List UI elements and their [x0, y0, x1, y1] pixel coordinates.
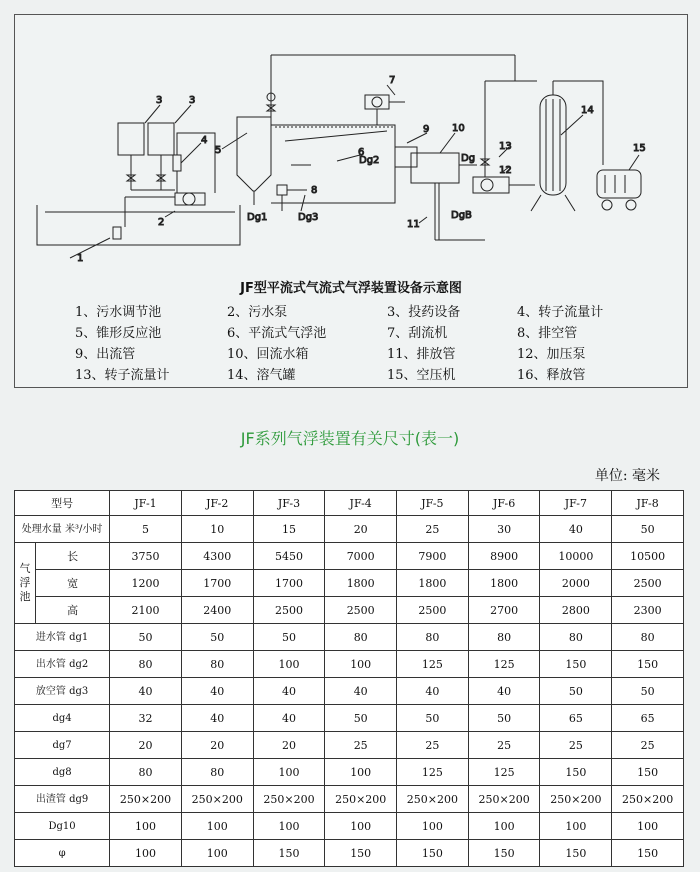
table-cell: 1800 [325, 570, 397, 597]
table-cell: 250×200 [612, 786, 684, 813]
table-row [15, 543, 684, 570]
table-cell: 125 [397, 759, 469, 786]
label-9: 9 [423, 124, 430, 135]
table-cell: 80 [110, 651, 182, 678]
table-cell: 50 [468, 705, 540, 732]
sewage-pump [125, 133, 215, 227]
table-cell: 40 [253, 678, 325, 705]
label-11: 11 [407, 219, 420, 230]
table-cell: 50 [540, 678, 612, 705]
table-cell: 100 [110, 813, 182, 840]
table-row [15, 705, 684, 732]
table-cell: 50 [612, 516, 684, 543]
row-label: dg8 [15, 759, 110, 786]
pressure-pump [473, 81, 537, 193]
table-cell: 40 [110, 678, 182, 705]
table-cell: 2500 [253, 597, 325, 624]
table-cell: 100 [325, 813, 397, 840]
row-label: 出渣管 dg9 [15, 786, 110, 813]
table-cell: 125 [468, 651, 540, 678]
table-cell: 150 [612, 759, 684, 786]
dimensions-table [14, 490, 684, 867]
legend-item: 16、释放管 [517, 368, 586, 383]
table-cell: 250×200 [110, 786, 182, 813]
table-cell: 2800 [540, 597, 612, 624]
table-cell: 100 [181, 813, 253, 840]
label-15: 15 [633, 143, 646, 154]
table-cell: 100 [540, 813, 612, 840]
label-2: 2 [158, 217, 165, 228]
table-cell: 20 [110, 732, 182, 759]
cone-reactor [222, 55, 275, 205]
table-cell: 100 [253, 813, 325, 840]
table-cell: 1700 [181, 570, 253, 597]
table-cell: 4300 [181, 543, 253, 570]
label-12: 12 [499, 165, 512, 176]
table-cell: 25 [397, 516, 469, 543]
table-cell: 125 [397, 651, 469, 678]
label-10: 10 [452, 123, 465, 134]
label-6: 6 [358, 147, 365, 158]
table-cell: 150 [540, 759, 612, 786]
table-cell: 25 [397, 732, 469, 759]
table-cell: 1200 [110, 570, 182, 597]
table-cell: 10 [181, 516, 253, 543]
table-cell: 250×200 [397, 786, 469, 813]
table-cell: 50 [325, 705, 397, 732]
table-row [15, 732, 684, 759]
model-col: JF-7 [540, 491, 612, 516]
table-cell: 100 [325, 759, 397, 786]
row-label: 宽 [36, 570, 110, 597]
label-7: 7 [389, 75, 396, 86]
label-dg1: Dg1 [247, 212, 268, 223]
table-row [15, 840, 684, 867]
air-compressor [597, 155, 641, 210]
table-row [15, 570, 684, 597]
model-col: JF-4 [325, 491, 397, 516]
table-cell: 80 [540, 624, 612, 651]
table-cell: 7000 [325, 543, 397, 570]
table-cell: 50 [253, 624, 325, 651]
label-dg3: Dg3 [298, 212, 319, 223]
legend-item: 9、出流管 [75, 347, 136, 362]
table-title: JF系列气浮装置有关尺寸(表一) [240, 429, 460, 448]
model-col: JF-5 [397, 491, 469, 516]
table-cell: 100 [253, 651, 325, 678]
table-cell: 10500 [612, 543, 684, 570]
legend-item: 11、排放管 [387, 347, 456, 362]
table-cell: 150 [325, 840, 397, 867]
model-col: JF-6 [468, 491, 540, 516]
label-dg2: Dg2 [359, 155, 380, 166]
model-col: JF-3 [253, 491, 325, 516]
header-row [15, 491, 684, 516]
model-col: JF-1 [110, 491, 182, 516]
legend-item: 12、加压泵 [517, 347, 586, 362]
table-cell: 80 [110, 759, 182, 786]
table-cell: 2500 [612, 570, 684, 597]
legend-item: 14、溶气罐 [227, 368, 296, 383]
table-cell: 2100 [110, 597, 182, 624]
legend-item: 7、刮流机 [387, 326, 448, 341]
table-cell: 2700 [468, 597, 540, 624]
table-cell: 150 [612, 840, 684, 867]
table-cell: 32 [110, 705, 182, 732]
scraper [271, 55, 515, 125]
table-cell: 5 [110, 516, 182, 543]
table-row [15, 624, 684, 651]
diagram-frame [14, 14, 688, 388]
table-cell: 40 [325, 678, 397, 705]
table-cell: 100 [181, 840, 253, 867]
legend-item: 3、投药设备 [387, 305, 461, 320]
table-cell: 50 [397, 705, 469, 732]
table-cell: 2400 [181, 597, 253, 624]
table-cell: 150 [397, 840, 469, 867]
table-cell: 2500 [325, 597, 397, 624]
table-cell: 250×200 [325, 786, 397, 813]
table-cell: 80 [181, 759, 253, 786]
label-1: 1 [77, 253, 84, 264]
row-label: 进水管 dg1 [15, 624, 110, 651]
label-13: 13 [499, 141, 512, 152]
table-cell: 100 [253, 759, 325, 786]
table-cell: 50 [181, 624, 253, 651]
table-cell: 40 [468, 678, 540, 705]
table-cell: 250×200 [468, 786, 540, 813]
table-cell: 5450 [253, 543, 325, 570]
dissolved-air-tank [531, 81, 603, 211]
table-cell: 25 [325, 732, 397, 759]
model-header: 型号 [15, 491, 110, 516]
table-row [15, 678, 684, 705]
table-cell: 80 [612, 624, 684, 651]
row-label: dg4 [15, 705, 110, 732]
table-cell: 150 [540, 840, 612, 867]
table-cell: 30 [468, 516, 540, 543]
table-cell: 250×200 [181, 786, 253, 813]
label-3a: 3 [156, 95, 163, 106]
table-cell: 25 [468, 732, 540, 759]
row-label: dg7 [15, 732, 110, 759]
table-cell: 125 [468, 759, 540, 786]
label-4: 4 [201, 135, 208, 146]
table-row [15, 786, 684, 813]
table-cell: 7900 [397, 543, 469, 570]
table-cell: 20 [253, 732, 325, 759]
table-cell: 250×200 [253, 786, 325, 813]
table-cell: 150 [612, 651, 684, 678]
table-cell: 65 [540, 705, 612, 732]
pool-group-label: 气浮池 [15, 543, 36, 624]
table-cell: 40 [397, 678, 469, 705]
table-cell: 80 [181, 651, 253, 678]
table-cell: 80 [397, 624, 469, 651]
table-cell: 150 [468, 840, 540, 867]
table-cell: 3750 [110, 543, 182, 570]
table-cell: 100 [612, 813, 684, 840]
table-row [15, 813, 684, 840]
table-cell: 20 [181, 732, 253, 759]
row-label: 处理水量 米³/小时 [15, 516, 110, 543]
table-cell: 2000 [540, 570, 612, 597]
table-cell: 100 [397, 813, 469, 840]
legend-item: 13、转子流量计 [75, 368, 170, 383]
table-cell: 100 [110, 840, 182, 867]
table-cell: 80 [325, 624, 397, 651]
sewage-tank [37, 205, 240, 258]
legend-item: 15、空压机 [387, 368, 456, 383]
model-col: JF-2 [181, 491, 253, 516]
row-label: 高 [36, 597, 110, 624]
table-cell: 100 [468, 813, 540, 840]
dosing-equipment [118, 105, 191, 190]
table-cell: 40 [253, 705, 325, 732]
table-cell: 1700 [253, 570, 325, 597]
legend-item: 5、锥形反应池 [75, 326, 162, 341]
label-dg: Dg [461, 153, 476, 164]
legend-item: 10、回流水箱 [227, 347, 309, 362]
table-cell: 2500 [397, 597, 469, 624]
diagram-legend [75, 303, 685, 386]
table-cell: 25 [540, 732, 612, 759]
row-label: Dg10 [15, 813, 110, 840]
table-row [15, 759, 684, 786]
table-cell: 40 [181, 678, 253, 705]
label-dgb: DgB [451, 210, 472, 221]
row-label: φ [15, 840, 110, 867]
table-cell: 40 [540, 516, 612, 543]
table-cell: 100 [325, 651, 397, 678]
label-3b: 3 [189, 95, 196, 106]
label-8: 8 [311, 185, 318, 196]
table-cell: 25 [612, 732, 684, 759]
table-cell: 2300 [612, 597, 684, 624]
legend-item: 6、平流式气浮池 [227, 326, 327, 341]
table-cell: 250×200 [540, 786, 612, 813]
flotation-tank [271, 125, 395, 211]
row-label: 出水管 dg2 [15, 651, 110, 678]
table-cell: 50 [110, 624, 182, 651]
legend-item: 4、转子流量计 [517, 305, 604, 320]
table-row [15, 516, 684, 543]
table-cell: 20 [325, 516, 397, 543]
table-cell: 150 [540, 651, 612, 678]
table-cell: 8900 [468, 543, 540, 570]
table-cell: 150 [253, 840, 325, 867]
table-cell: 10000 [540, 543, 612, 570]
table-row [15, 597, 684, 624]
equipment-diagram [15, 15, 687, 275]
row-label: 长 [36, 543, 110, 570]
diagram-title: JF型平流式气流式气浮装置设备示意图 [240, 281, 462, 296]
table-row [15, 651, 684, 678]
unit-note: 单位: 毫米 [594, 468, 660, 484]
table-cell: 40 [181, 705, 253, 732]
table-cell: 50 [612, 678, 684, 705]
table-cell: 1800 [397, 570, 469, 597]
legend-item: 2、污水泵 [227, 305, 288, 320]
table-cell: 80 [468, 624, 540, 651]
label-14: 14 [581, 105, 594, 116]
label-5: 5 [215, 145, 222, 156]
table-cell: 15 [253, 516, 325, 543]
model-col: JF-8 [612, 491, 684, 516]
legend-item: 1、污水调节池 [75, 305, 162, 320]
table-cell: 1800 [468, 570, 540, 597]
row-label: 放空管 dg3 [15, 678, 110, 705]
table-cell: 65 [612, 705, 684, 732]
legend-item: 8、排空管 [517, 326, 578, 341]
